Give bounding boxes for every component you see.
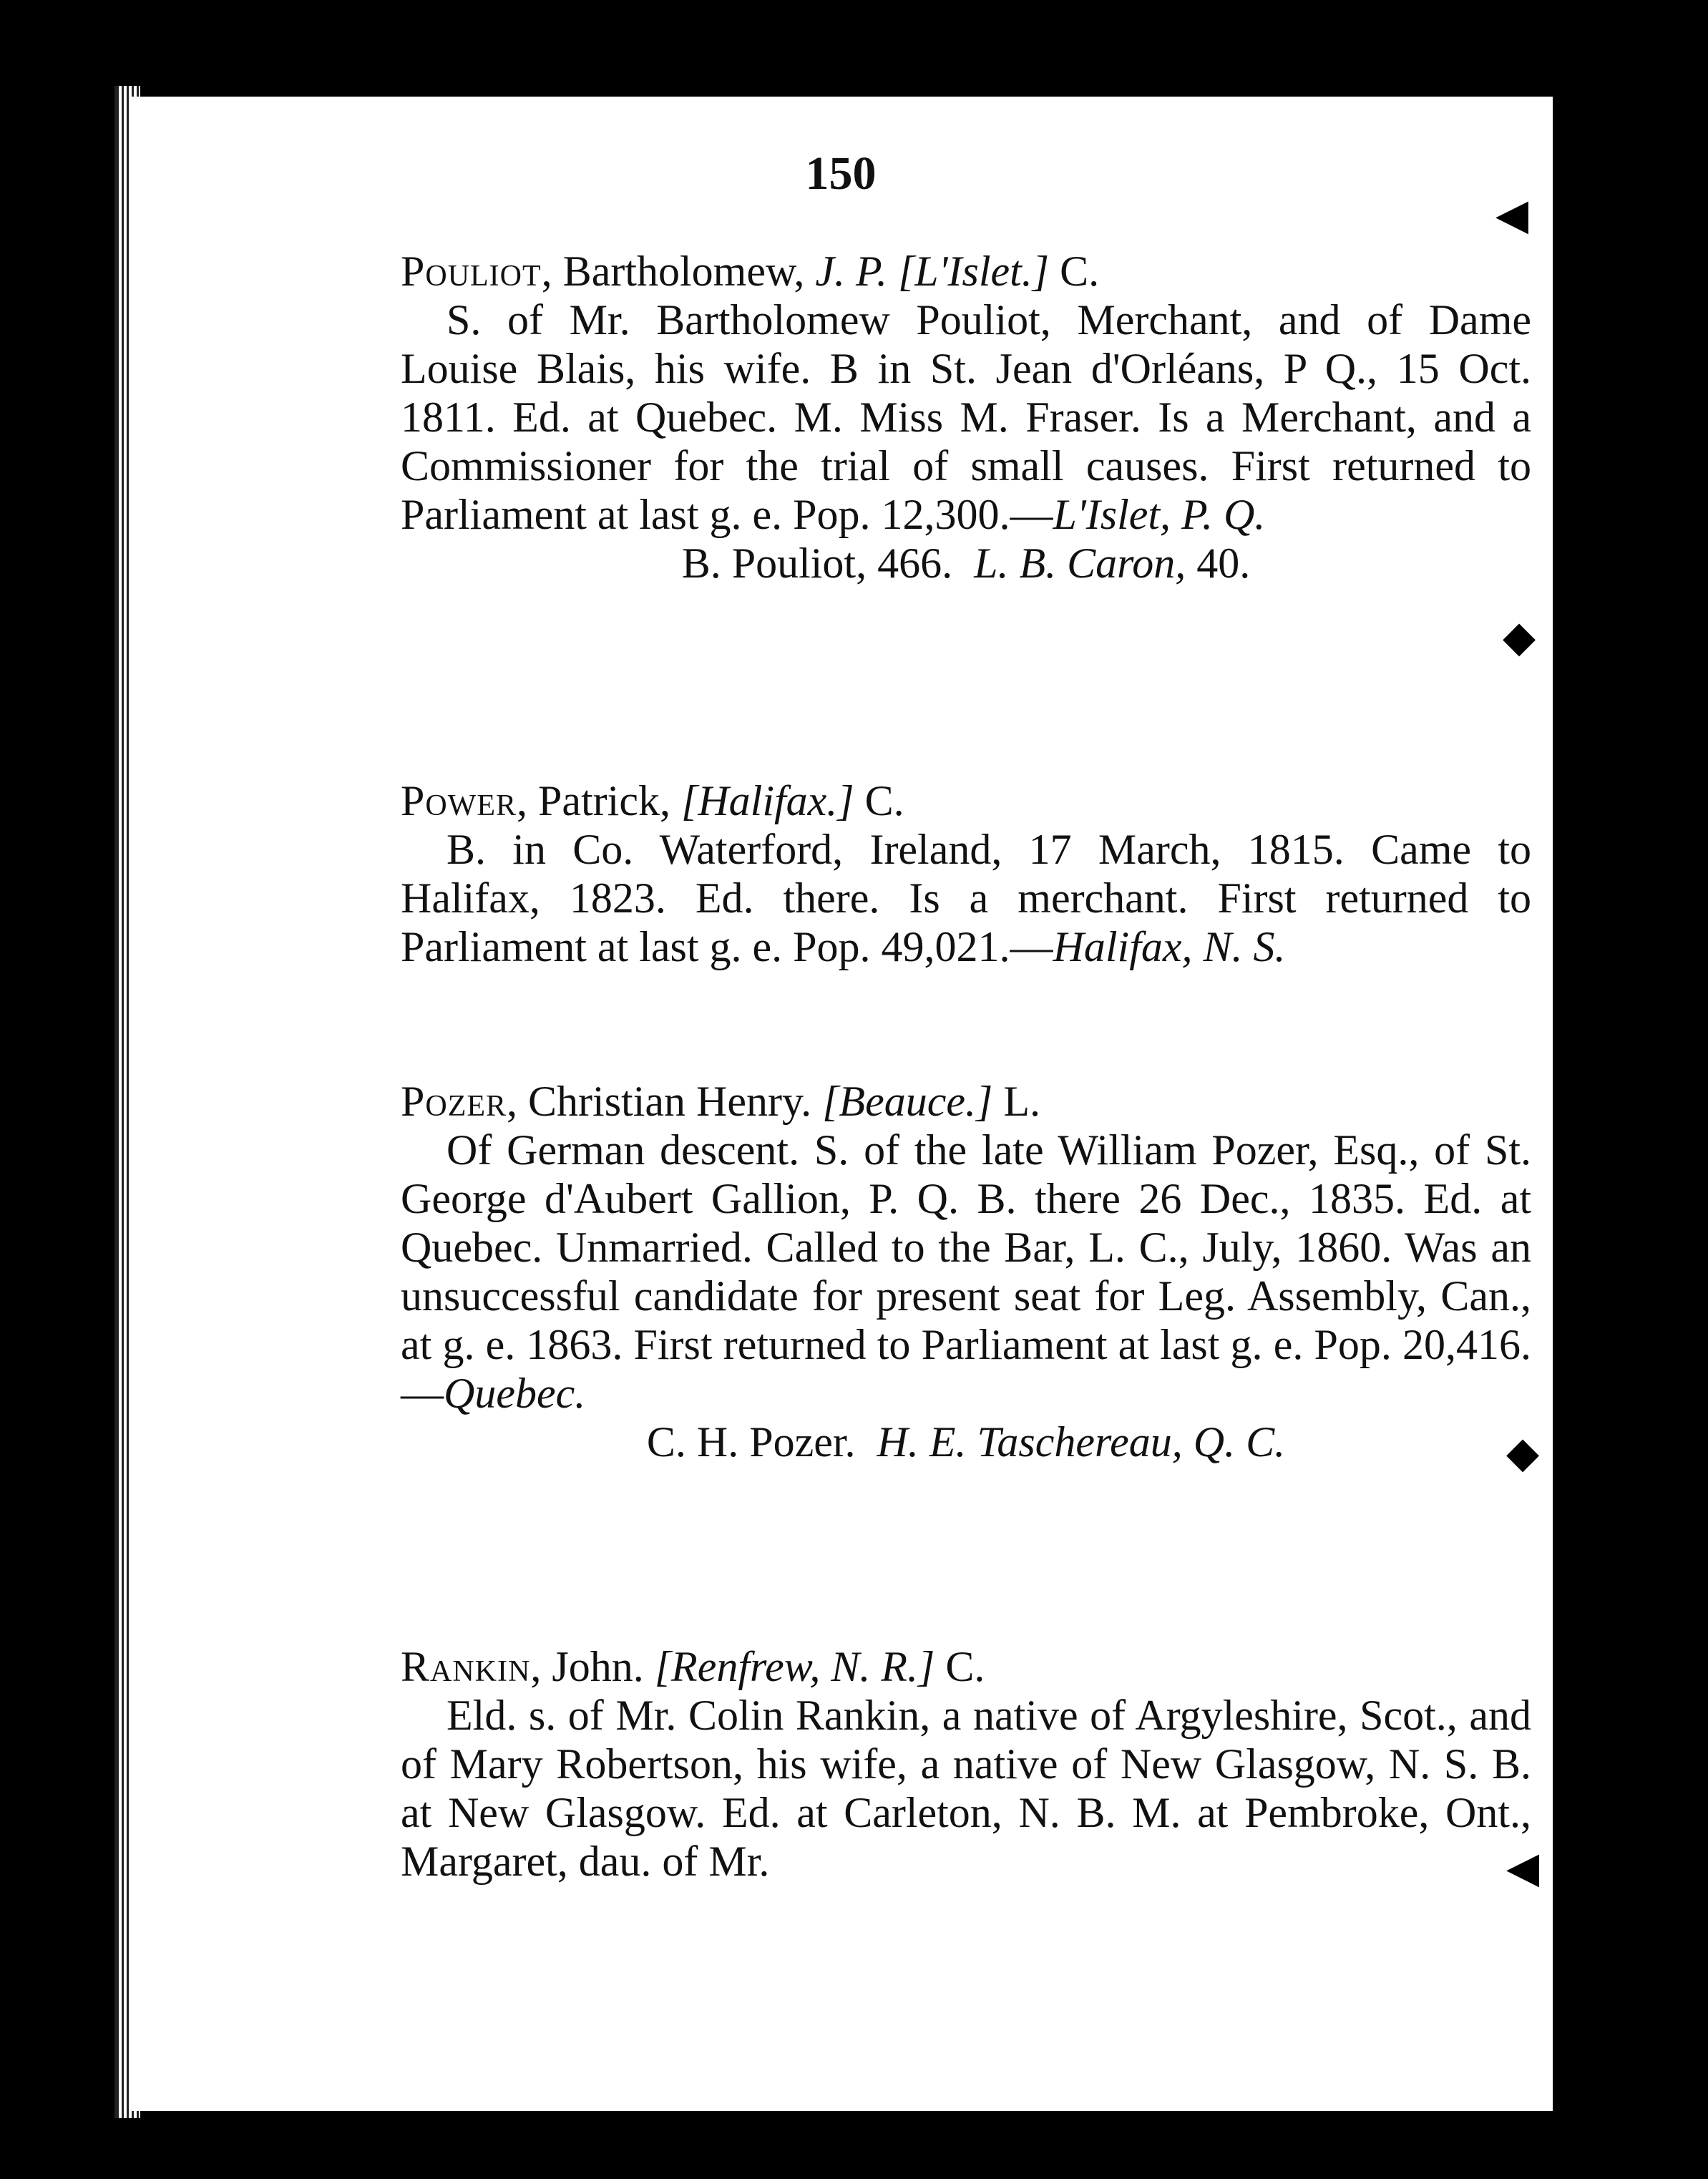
entry-given-name: , Bartholomew,	[541, 248, 816, 295]
entry-constituency: [Halifax.]	[680, 777, 854, 824]
scan-speck-mark: ◆	[1506, 1429, 1540, 1476]
entry-heading	[401, 1077, 1531, 1126]
entry-pozer	[401, 1077, 1531, 1466]
book-page	[129, 97, 1553, 2111]
entry-pouliot	[401, 247, 1531, 588]
entry-constituency: [L'Islet.]	[897, 248, 1050, 295]
entry-surname: Pouliot	[401, 248, 542, 295]
entry-biography	[401, 296, 1531, 539]
vote-loser: H. E. Taschereau, Q. C.	[877, 1418, 1286, 1466]
vote-loser: L. B. Caron,	[974, 540, 1186, 587]
entry-party: C.	[864, 777, 904, 824]
entry-surname: Pozer	[401, 1078, 507, 1125]
entry-constituency: [Renfrew, N. R.]	[654, 1643, 935, 1690]
entry-biography	[401, 825, 1531, 971]
entry-heading	[401, 776, 1531, 825]
vote-loser-count: 40.	[1196, 540, 1251, 587]
entry-given-name: , Christian Henry.	[507, 1078, 823, 1125]
entry-surname: Power	[401, 777, 517, 824]
biography-place: Halifax, N. S.	[1053, 923, 1286, 970]
scan-speck-mark: ◆	[1503, 613, 1536, 660]
election-result	[401, 539, 1531, 588]
page-number: 150	[805, 147, 877, 200]
entry-power	[401, 776, 1531, 971]
scan-speck-mark: ◀	[1506, 1844, 1540, 1891]
entry-title: J. P.	[815, 248, 887, 295]
biography-place: L'Islet, P. Q.	[1053, 491, 1266, 538]
entry-heading	[401, 247, 1531, 296]
entry-biography	[401, 1691, 1531, 1886]
vote-winner: C. H. Pozer.	[646, 1418, 856, 1466]
entry-biography	[401, 1126, 1531, 1418]
scan-speck-mark: ◀	[1495, 191, 1529, 238]
entry-given-name: , Patrick,	[517, 777, 681, 824]
vote-winner: B. Pouliot, 466.	[681, 540, 953, 587]
entry-heading	[401, 1642, 1531, 1691]
biography-text: S. of Mr. Bartholomew Pouliot, Merchant, and of Dame Louise Blais, his wife. B in St. Jean d'Orléans, P Q., 15 Oct. 1811. Ed. at Quebec. M. Miss M. Fraser. Is a Merchant, and a Commissioner for the trial of small causes. First returned to Parliament at last g. e. Pop. 12,300.—	[401, 296, 1531, 538]
election-result	[401, 1418, 1531, 1466]
entry-party: C.	[1060, 248, 1100, 295]
entry-rankin	[401, 1642, 1531, 1886]
biography-place: Quebec.	[444, 1370, 586, 1417]
entry-surname: Rankin	[401, 1643, 531, 1690]
biography-text: Eld. s. of Mr. Colin Rankin, a native of Argyleshire, Scot., and of Mary Robertson, his wife, a native of New Glasgow, N. S. B. at New Glasgow. Ed. at Carleton, N. B. M. at Pembroke, Ont., Margaret, dau. of Mr.	[401, 1692, 1531, 1885]
biography-text: B. in Co. Waterford, Ireland, 17 March, 1815. Came to Halifax, 1823. Ed. there. Is a merchant. First returned to Parliament at last g. e. Pop. 49,021.—	[401, 826, 1531, 970]
biography-text: Of German descent. S. of the late William Pozer, Esq., of St. George d'Aubert Gallion, P. Q. B. there 26 Dec., 1835. Ed. at Quebec. Unmarried. Called to the Bar, L. C., July, 1860. Was an unsuccessful candidate for present seat for Leg. Assembly, Can., at g. e. 1863. First returned to Parliament at last g. e. Pop. 20,416.—	[401, 1126, 1531, 1417]
entry-given-name: , John.	[530, 1643, 655, 1690]
entry-party: C.	[945, 1643, 985, 1690]
entry-constituency: [Beauce.]	[822, 1078, 993, 1125]
entry-party: L.	[1003, 1078, 1040, 1125]
